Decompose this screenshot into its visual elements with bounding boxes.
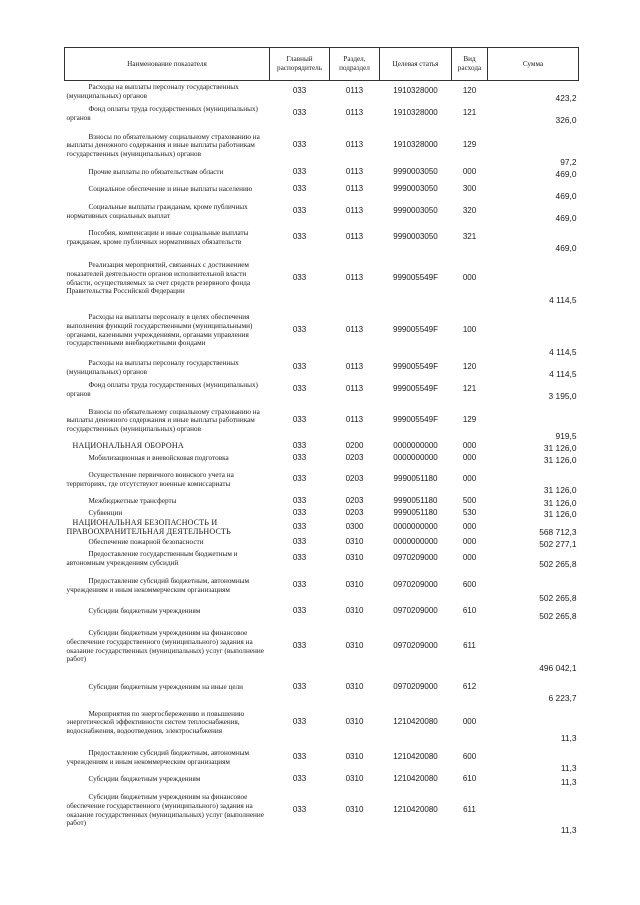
section-row — [65, 519, 579, 537]
row-expense-type: 000 — [462, 273, 477, 283]
row-section: 0310 — [345, 774, 364, 784]
table-row — [65, 569, 579, 603]
section-row — [65, 441, 579, 453]
row-name: Реализация мероприятий, связанных с достижением показателей деятельности органов исполнительной власти области, осуществляемых за счет средств резервного фонда Правительства Российской Федерации — [66, 261, 251, 296]
row-amount: 31 126,0 — [543, 497, 577, 508]
header-administrator: Главный распорядитель — [270, 48, 330, 81]
row-amount: 502 277,1 — [539, 538, 577, 549]
row-name: Субсидии бюджетным учреждениям на финансовое обеспечение государственного (муниципального) задания на оказание государственных (муниципальных) услуг (выполнение работ) — [66, 629, 264, 664]
row-section: 0310 — [345, 805, 364, 815]
table-row — [65, 465, 579, 495]
table-row — [65, 453, 579, 465]
row-expense-type: 100 — [462, 325, 477, 335]
table-row — [65, 401, 579, 441]
row-amount: 469,0 — [555, 168, 577, 179]
row-article: 9990003050 — [393, 232, 438, 242]
table-row — [65, 743, 579, 773]
row-amount: 326,0 — [555, 114, 577, 125]
table-row — [65, 179, 579, 201]
row-administrator: 033 — [292, 580, 307, 590]
row-article: 9990003050 — [393, 167, 438, 177]
row-section: 0203 — [345, 495, 364, 505]
row-name: Пособия, компенсации и иные социальные выплаты гражданам, кроме публичных нормативных обязательств — [66, 228, 249, 246]
row-section: 0310 — [345, 682, 364, 692]
table-row — [65, 125, 579, 167]
row-amount: 4 114,5 — [549, 346, 577, 357]
row-amount: 6 223,7 — [548, 692, 577, 703]
row-article: 1910328000 — [393, 108, 438, 118]
header-amount: Сумма — [488, 48, 579, 81]
row-name: Предоставление субсидий бюджетным, автономным учреждениям и иным некоммерческим организациям — [66, 576, 250, 594]
row-administrator: 033 — [292, 232, 307, 242]
row-amount: 4 114,5 — [549, 294, 577, 305]
row-section: 0113 — [345, 384, 364, 394]
row-administrator: 033 — [292, 167, 307, 177]
row-name: НАЦИОНАЛЬНАЯ ОБОРОНА — [72, 441, 184, 451]
row-amount: 496 042,1 — [539, 662, 577, 673]
row-section: 0310 — [345, 641, 364, 651]
row-section: 0113 — [345, 415, 364, 425]
row-article: 999005549F — [393, 384, 438, 394]
row-expense-type: 129 — [462, 415, 477, 425]
table-row — [65, 621, 579, 673]
row-expense-type: 610 — [462, 606, 477, 616]
row-expense-type: 530 — [462, 507, 477, 517]
row-article: 1210420080 — [393, 805, 438, 815]
row-article: 0000000000 — [393, 453, 438, 463]
row-name: Мобилизационная и вневойсковая подготовка — [88, 454, 229, 463]
row-name: Субвенции — [88, 508, 123, 517]
row-name: НАЦИОНАЛЬНАЯ БЕЗОПАСНОСТЬ И ПРАВООХРАНИТЕЛЬНАЯ ДЕЯТЕЛЬНОСТЬ — [66, 517, 231, 536]
row-name: Субсидии бюджетным учреждениям на финансовое обеспечение государственного (муниципального) задания на оказание государственных (муниципальных) услуг (выполнение работ) — [66, 793, 264, 828]
table-header — [65, 48, 579, 81]
row-amount: 97,2 — [560, 156, 577, 167]
row-section: 0310 — [345, 606, 364, 616]
row-expense-type: 000 — [462, 717, 477, 727]
row-amount: 469,0 — [555, 190, 577, 201]
table-row — [65, 603, 579, 621]
row-article: 0000000000 — [393, 522, 438, 532]
row-section: 0310 — [345, 580, 364, 590]
row-administrator: 033 — [292, 325, 307, 335]
row-article: 9990003050 — [393, 206, 438, 216]
row-section: 0200 — [345, 441, 364, 451]
row-amount: 919,5 — [555, 430, 577, 441]
row-expense-type: 121 — [462, 108, 477, 118]
row-name: Субсидии бюджетным учреждениям на иные цели — [88, 683, 243, 692]
row-name: Мероприятия по энергосбережению и повышению энергетической эффективности систем теплоснабжения, водоснабжения, водоотведения, электроснабжения — [66, 709, 245, 735]
row-expense-type: 000 — [462, 441, 477, 451]
row-article: 1910328000 — [393, 140, 438, 150]
row-expense-type: 000 — [462, 474, 477, 484]
table-body — [65, 81, 579, 835]
table-row — [65, 549, 579, 569]
row-administrator: 033 — [292, 206, 307, 216]
row-section: 0113 — [345, 206, 364, 216]
row-name: Социальное обеспечение и иные выплаты населению — [88, 185, 253, 194]
row-amount: 31 126,0 — [543, 442, 577, 453]
row-amount: 11,3 — [560, 762, 577, 773]
table-row — [65, 379, 579, 401]
row-section: 0310 — [345, 553, 364, 563]
row-administrator: 033 — [292, 606, 307, 616]
table-row — [65, 167, 579, 179]
row-administrator: 033 — [292, 717, 307, 727]
row-amount: 502 265,8 — [539, 592, 577, 603]
row-name: Субсидии бюджетным учреждениям — [88, 607, 201, 616]
table-row — [65, 673, 579, 703]
row-name: Осуществление первичного воинского учета на территориях, где отсутствуют военные комиссариаты — [66, 470, 234, 488]
row-administrator: 033 — [292, 495, 307, 505]
row-administrator: 033 — [292, 682, 307, 692]
row-name: Межбюджетные трансферты — [88, 496, 177, 505]
row-administrator: 033 — [292, 453, 307, 463]
row-article: 999005549F — [393, 273, 438, 283]
row-administrator: 033 — [292, 774, 307, 784]
row-administrator: 033 — [292, 108, 307, 118]
row-expense-type: 610 — [462, 774, 477, 784]
row-amount: 502 265,8 — [539, 610, 577, 621]
row-expense-type: 611 — [463, 805, 476, 815]
row-section: 0203 — [345, 453, 364, 463]
row-name: Взносы по обязательному социальному страхованию на выплаты денежного содержания и иные выплаты работникам государственных (муниципальных) органов — [66, 132, 260, 158]
row-section: 0113 — [345, 140, 364, 150]
table-row — [65, 103, 579, 125]
table-row — [65, 305, 579, 357]
row-section: 0310 — [345, 717, 364, 727]
row-expense-type: 300 — [462, 184, 477, 194]
row-administrator: 033 — [292, 641, 307, 651]
row-article: 9990051180 — [393, 495, 438, 505]
row-expense-type: 120 — [462, 362, 477, 372]
row-name: Расходы на выплаты персоналу государственных (муниципальных) органов — [66, 83, 239, 100]
row-article: 0000000000 — [393, 441, 438, 451]
row-article: 9990051180 — [393, 507, 438, 517]
row-name: Обеспечение пожарной безопасности — [88, 538, 204, 547]
row-name: Субсидии бюджетным учреждениям — [88, 775, 201, 784]
row-amount: 11,3 — [560, 824, 577, 835]
header-section: Раздел, подраздел — [330, 48, 380, 81]
row-article: 0970209000 — [393, 553, 438, 563]
row-article: 1210420080 — [393, 717, 438, 727]
row-administrator: 033 — [292, 415, 307, 425]
row-amount: 568 712,3 — [539, 526, 577, 537]
row-administrator: 033 — [292, 507, 307, 517]
row-article: 0970209000 — [393, 641, 438, 651]
table-row — [65, 703, 579, 743]
row-article: 0970209000 — [393, 682, 438, 692]
row-administrator: 033 — [292, 273, 307, 283]
table-row — [65, 223, 579, 253]
row-amount: 4 114,5 — [549, 368, 577, 379]
header-article: Целевая статья — [380, 48, 452, 81]
table-row — [65, 253, 579, 305]
table-row — [65, 81, 579, 103]
row-expense-type: 611 — [463, 641, 476, 651]
row-section: 0113 — [345, 362, 364, 372]
table-row — [65, 773, 579, 787]
row-amount: 469,0 — [555, 212, 577, 223]
row-article: 1910328000 — [393, 86, 438, 96]
row-section: 0113 — [345, 86, 364, 96]
row-administrator: 033 — [292, 752, 307, 762]
row-article: 0000000000 — [393, 537, 438, 547]
row-administrator: 033 — [292, 474, 307, 484]
row-expense-type: 600 — [462, 752, 477, 762]
row-expense-type: 000 — [462, 453, 477, 463]
row-amount: 31 126,0 — [543, 484, 577, 495]
row-name: Прочие выплаты по обязательствам области — [88, 168, 224, 177]
header-name: Наименование показателя — [65, 48, 270, 81]
row-amount: 31 126,0 — [543, 454, 577, 465]
row-section: 0113 — [345, 232, 364, 242]
row-article: 999005549F — [393, 415, 438, 425]
budget-table — [64, 47, 579, 835]
row-name: Фонд оплаты труда государственных (муниципальных) органов — [66, 380, 258, 398]
row-name: Предоставление субсидий бюджетным, автономным учреждениям и иным некоммерческим организациям — [66, 748, 250, 766]
table-row — [65, 495, 579, 508]
row-administrator: 033 — [292, 805, 307, 815]
row-expense-type: 612 — [462, 682, 477, 692]
row-section: 0300 — [345, 522, 364, 532]
row-amount: 469,0 — [555, 242, 577, 253]
row-article: 0970209000 — [393, 580, 438, 590]
row-expense-type: 320 — [462, 206, 477, 216]
row-section: 0310 — [345, 537, 364, 547]
row-expense-type: 129 — [462, 140, 477, 150]
table-row — [65, 357, 579, 379]
row-section: 0113 — [345, 273, 364, 283]
row-section: 0203 — [345, 474, 364, 484]
row-administrator: 033 — [292, 184, 307, 194]
row-section: 0113 — [345, 184, 364, 194]
table-row — [65, 508, 579, 519]
row-article: 999005549F — [393, 325, 438, 335]
row-name: Расходы на выплаты персоналу государственных (муниципальных) органов — [66, 358, 239, 376]
row-administrator: 033 — [292, 86, 307, 96]
row-article: 9990003050 — [393, 184, 438, 194]
header-expense-type: Вид расхода — [452, 48, 488, 81]
row-expense-type: 000 — [462, 537, 477, 547]
row-section: 0310 — [345, 752, 364, 762]
row-name: Взносы по обязательному социальному страхованию на выплаты денежного содержания и иные выплаты работникам государственных (муниципальных) органов — [66, 407, 260, 433]
row-amount: 3 195,0 — [548, 390, 577, 401]
row-section: 0113 — [345, 108, 364, 118]
table-row — [65, 787, 579, 835]
row-expense-type: 120 — [462, 86, 477, 96]
row-expense-type: 600 — [462, 580, 477, 590]
row-amount: 11,3 — [560, 732, 577, 743]
row-expense-type: 500 — [462, 495, 477, 505]
row-administrator: 033 — [292, 362, 307, 372]
row-amount: 502 265,8 — [539, 558, 577, 569]
row-administrator: 033 — [292, 522, 307, 532]
row-expense-type: 000 — [462, 522, 477, 532]
row-section: 0113 — [345, 167, 364, 177]
row-administrator: 033 — [292, 553, 307, 563]
row-article: 1210420080 — [393, 774, 438, 784]
row-section: 0203 — [345, 507, 364, 517]
row-name: Предоставление государственным бюджетным и автономным учреждениям субсидий — [66, 549, 238, 567]
row-article: 999005549F — [393, 362, 438, 372]
row-amount: 11,3 — [560, 776, 577, 787]
row-administrator: 033 — [292, 537, 307, 547]
row-name: Социальные выплаты гражданам, кроме публичных нормативных социальных выплат — [66, 202, 248, 220]
row-expense-type: 000 — [462, 553, 477, 563]
row-expense-type: 000 — [462, 167, 477, 177]
row-name: Фонд оплаты труда государственных (муниципальных) органов — [66, 104, 258, 122]
row-expense-type: 121 — [462, 384, 477, 394]
table-row — [65, 201, 579, 223]
row-administrator: 033 — [292, 441, 307, 451]
row-amount: 31 126,0 — [543, 508, 577, 519]
row-administrator: 033 — [292, 140, 307, 150]
row-administrator: 033 — [292, 384, 307, 394]
row-article: 9990051180 — [393, 474, 438, 484]
row-amount: 423,2 — [555, 92, 577, 103]
row-expense-type: 321 — [462, 232, 477, 242]
row-section: 0113 — [345, 325, 364, 335]
row-article: 1210420080 — [393, 752, 438, 762]
row-article: 0970209000 — [393, 606, 438, 616]
row-name: Расходы на выплаты персоналу в целях обеспечения выполнения функций государственными (муниципальными) органами, казенными учреждениями, органами управления государственными внебюджетными фондами — [66, 313, 253, 348]
table-row — [65, 537, 579, 549]
